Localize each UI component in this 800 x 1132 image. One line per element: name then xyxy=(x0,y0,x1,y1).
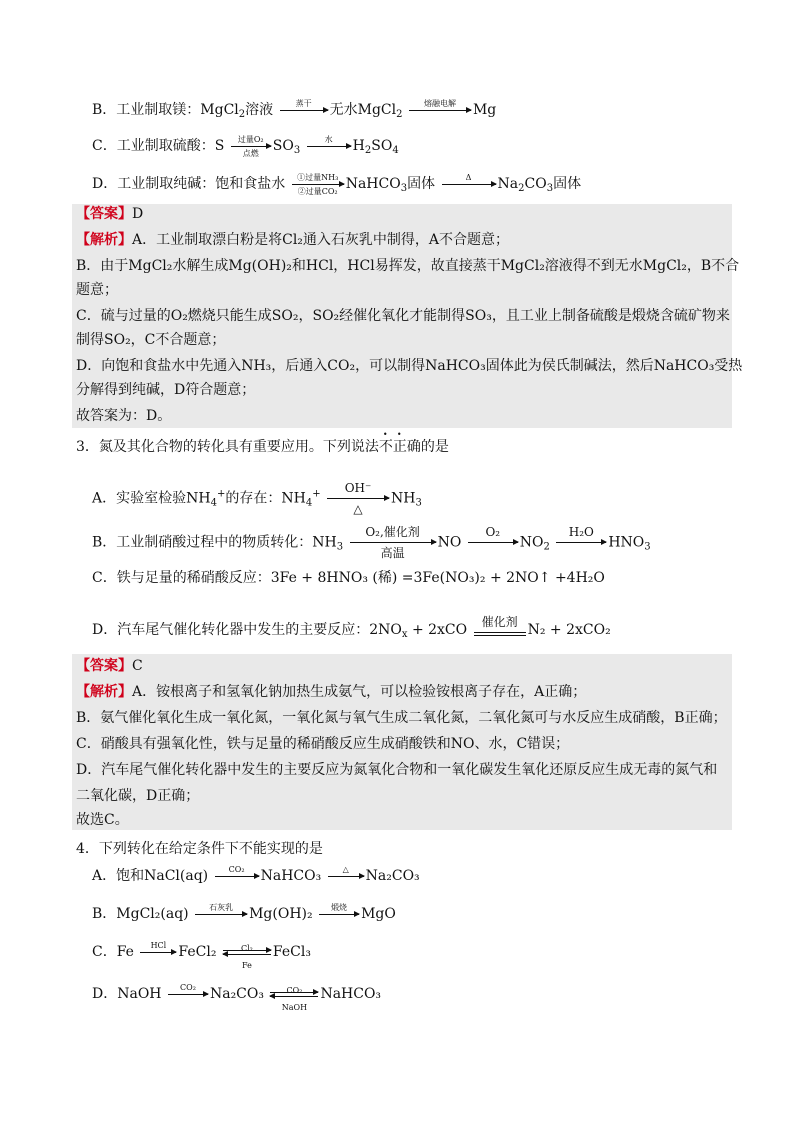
subscript: 3 xyxy=(336,541,344,553)
q3-option-c: C．铁与足量的稀硝酸反应：3Fe + 8HNO₃ (稀) =3Fe(NO₃)₂ + 2NO↑ +4H₂O xyxy=(92,570,605,586)
emphasis-char: 不 xyxy=(378,439,393,455)
arrow-label: Δ xyxy=(465,172,472,182)
stem-text: 3．氮及其化合物的转化具有重要应用。下列说法 xyxy=(76,439,379,455)
arrow-label: 石灰乳 xyxy=(209,902,234,912)
q2-analysis-line-6: D．向饱和食盐水中先通入NH₃，后通入CO₂，可以制得NaHCO₃固体此为侯氏制碱法，然后NaHCO₃受热 xyxy=(76,358,743,374)
stem-text: 确的是 xyxy=(406,439,449,455)
q2-answer xyxy=(76,204,143,224)
formula: MgO xyxy=(361,906,396,922)
q3-analysis-line-2: B．氨气催化氧化生成一氧化氮，一氧化氮与氧气生成二氧化氮，二氧化氮可与水反应生成硝酸，B正确； xyxy=(76,710,727,726)
emphasis-char: 正 xyxy=(392,439,407,455)
formula: Na xyxy=(497,176,519,192)
q2-analysis-line-7: 分解得到纯碱，D符合题意； xyxy=(76,382,256,398)
formula: NaHCO₃ xyxy=(260,868,322,884)
arrow-label: HCl xyxy=(150,940,167,950)
q2-analysis-line-4: C．硫与过量的O₂燃烧只能生成SO₂，SO₂经催化氧化才能制得SO₃，且工业上制备硫酸是煅烧含硫矿物来 xyxy=(76,308,730,324)
option-text: A．饱和NaCl(aq) xyxy=(92,868,209,884)
q3-analysis-line-3: C．硝酸具有强氧化性，铁与足量的稀硝酸反应生成硝酸铁和NO、水，C错误； xyxy=(76,736,570,752)
arrow-label: CO₂ xyxy=(180,982,196,992)
equals-sign xyxy=(474,612,526,648)
formula: SO xyxy=(371,138,393,154)
reaction-arrow xyxy=(327,478,389,519)
q2-analysis-line-5: 制得SO₂，C不合题意； xyxy=(76,332,226,348)
q2-option-c xyxy=(92,136,399,161)
reaction-arrow xyxy=(292,172,344,196)
subscript: 2 xyxy=(543,541,550,553)
option-text: B．工业制取镁： xyxy=(92,102,201,118)
formula: Na₂CO₃ xyxy=(209,986,264,1002)
q3-analysis-line-4: D．汽车尾气催化转化器中发生的主要反应为氮氧化合物和一氧化碳发生氧化还原反应生成无毒的氮气和 xyxy=(76,762,718,778)
q4-stem: 4．下列转化在给定条件下不能实现的是 xyxy=(76,841,323,857)
answer-value: D xyxy=(132,206,144,222)
formula: 固体 xyxy=(407,176,436,192)
superscript: + xyxy=(312,488,321,500)
arrow-label: NaOH xyxy=(281,1003,308,1012)
q3-analysis-line-1 xyxy=(76,682,586,702)
subscript: 3 xyxy=(644,541,651,553)
arrow-label: OH⁻ xyxy=(344,481,372,495)
arrow-label: Cl₂ xyxy=(240,944,253,953)
option-text: D．工业制取纯碱：饱和食盐水 xyxy=(92,176,286,192)
formula: NaHCO xyxy=(345,176,401,192)
formula: NH xyxy=(391,490,416,507)
subscript: 4 xyxy=(305,497,313,509)
option-text: B．MgCl₂(aq) xyxy=(92,906,189,922)
analysis-text: A．工业制取漂白粉是将Cl₂通入石灰乳中制得，A不合题意； xyxy=(132,232,510,248)
answer-tag: 【答案】 xyxy=(76,206,132,222)
subscript: 2 xyxy=(238,109,246,120)
q4-option-b xyxy=(92,904,396,924)
q4-option-d xyxy=(92,982,382,1012)
subscript: 2 xyxy=(396,109,403,120)
reaction-arrow xyxy=(140,940,176,953)
arrow-label: Fe xyxy=(241,961,252,970)
reaction-arrow xyxy=(168,982,208,995)
reaction-arrow xyxy=(409,98,471,111)
formula: CO xyxy=(524,176,547,192)
q2-analysis-line-3: 题意； xyxy=(76,282,118,298)
q3-option-a xyxy=(92,478,422,519)
reaction-arrow xyxy=(215,864,259,877)
reaction-arrow xyxy=(350,522,436,563)
analysis-tag: 【解析】 xyxy=(76,232,132,248)
option-text: A．实验室检验 xyxy=(92,490,187,507)
reaction-arrow xyxy=(556,522,606,563)
subscript: 4 xyxy=(210,497,217,509)
subscript: 2 xyxy=(364,145,372,156)
formula: N₂ + 2xCO₂ xyxy=(527,622,611,638)
subscript: x xyxy=(401,629,408,640)
reversible-arrow xyxy=(270,984,318,1012)
arrow-label: H₂O xyxy=(568,525,594,539)
reaction-arrow xyxy=(231,134,271,158)
arrow-label: 蒸干 xyxy=(295,98,312,108)
formula: NO xyxy=(519,534,544,551)
subscript: 3 xyxy=(293,145,301,156)
arrow-label: 点燃 xyxy=(242,148,259,158)
formula: Mg(OH)₂ xyxy=(249,906,313,922)
subscript: 2 xyxy=(518,183,525,194)
q3-stem xyxy=(76,436,449,456)
formula: SO xyxy=(272,138,294,154)
arrow-label: O₂ xyxy=(485,525,501,539)
arrow-label: △ xyxy=(353,502,363,516)
reaction-arrow xyxy=(468,522,518,563)
arrow-label: 煅烧 xyxy=(331,902,348,912)
formula: 溶液 xyxy=(245,102,274,118)
option-text: C．Fe xyxy=(92,944,134,960)
q2-analysis-line-1 xyxy=(76,230,509,250)
arrow-label: ②过量CO₂ xyxy=(297,186,338,196)
reaction-arrow xyxy=(280,98,328,111)
subscript: 3 xyxy=(415,497,422,509)
option-text: C．工业制取硫酸：S xyxy=(92,138,225,154)
formula: NH xyxy=(186,490,211,507)
arrow-label: 熔融电解 xyxy=(423,98,456,108)
reaction-arrow xyxy=(442,172,496,185)
q4-option-a xyxy=(92,866,420,886)
q2-analysis-line-8: 故答案为：D。 xyxy=(76,408,172,424)
arrow-label: CO₂ xyxy=(286,986,303,995)
formula: + 2xCO xyxy=(407,622,468,638)
option-text: D．汽车尾气催化转化器中发生的主要反应：2NO xyxy=(92,622,402,638)
reaction-arrow xyxy=(319,902,359,915)
subscript: 3 xyxy=(400,183,408,194)
reaction-arrow xyxy=(328,864,364,877)
reversible-arrow xyxy=(223,942,271,970)
answer-tag: 【答案】 xyxy=(76,658,132,674)
q2-analysis-line-2: B．由于MgCl₂水解生成Mg(OH)₂和HCl，HCl易挥发，故直接蒸干MgCl₂溶液得不到无水MgCl₂，B不合 xyxy=(76,258,740,274)
formula: NO xyxy=(437,534,462,551)
arrow-label: O₂,催化剂 xyxy=(365,525,420,539)
reaction-arrow xyxy=(307,134,351,147)
q3-option-b xyxy=(92,522,651,563)
q3-option-d xyxy=(92,612,611,648)
analysis-tag: 【解析】 xyxy=(76,684,132,700)
q2-option-d xyxy=(92,174,581,199)
subscript: 4 xyxy=(392,145,399,156)
formula: Na₂CO₃ xyxy=(365,868,420,884)
formula: NaHCO₃ xyxy=(320,986,382,1002)
arrow-label: CO₂ xyxy=(228,864,245,874)
formula: H xyxy=(352,138,365,154)
superscript: + xyxy=(216,488,226,500)
q3-analysis-line-5: 二氧化碳，D正确； xyxy=(76,788,200,804)
formula: FeCl₃ xyxy=(272,944,311,960)
reaction-arrow xyxy=(195,902,247,915)
formula: Mg xyxy=(472,102,497,118)
subscript: 3 xyxy=(546,183,554,194)
formula: MgCl xyxy=(200,102,239,118)
q4-option-c xyxy=(92,940,311,970)
q3-analysis-line-6: 故选C。 xyxy=(76,812,129,828)
arrow-label: 催化剂 xyxy=(481,615,518,629)
option-text: B．工业制硝酸过程中的物质转化：NH xyxy=(92,534,337,551)
analysis-text: A．铵根离子和氢氧化钠加热生成氨气，可以检验铵根离子存在，A正确； xyxy=(132,684,587,700)
arrow-label: 水 xyxy=(324,134,333,144)
option-text: D．NaOH xyxy=(92,986,162,1002)
formula: 无水MgCl xyxy=(329,102,397,118)
formula: 的存在：NH xyxy=(225,490,306,507)
formula: HNO xyxy=(608,534,645,551)
arrow-label: 高温 xyxy=(380,546,405,560)
q3-answer xyxy=(76,656,143,676)
arrow-label: ①过量NH₃ xyxy=(297,172,339,182)
q2-option-b xyxy=(92,100,496,125)
formula: FeCl₂ xyxy=(178,944,217,960)
formula: 固体 xyxy=(553,176,582,192)
arrow-label: △ xyxy=(342,864,349,874)
answer-value: C xyxy=(132,658,143,674)
arrow-label: 过量O₂ xyxy=(237,134,264,144)
